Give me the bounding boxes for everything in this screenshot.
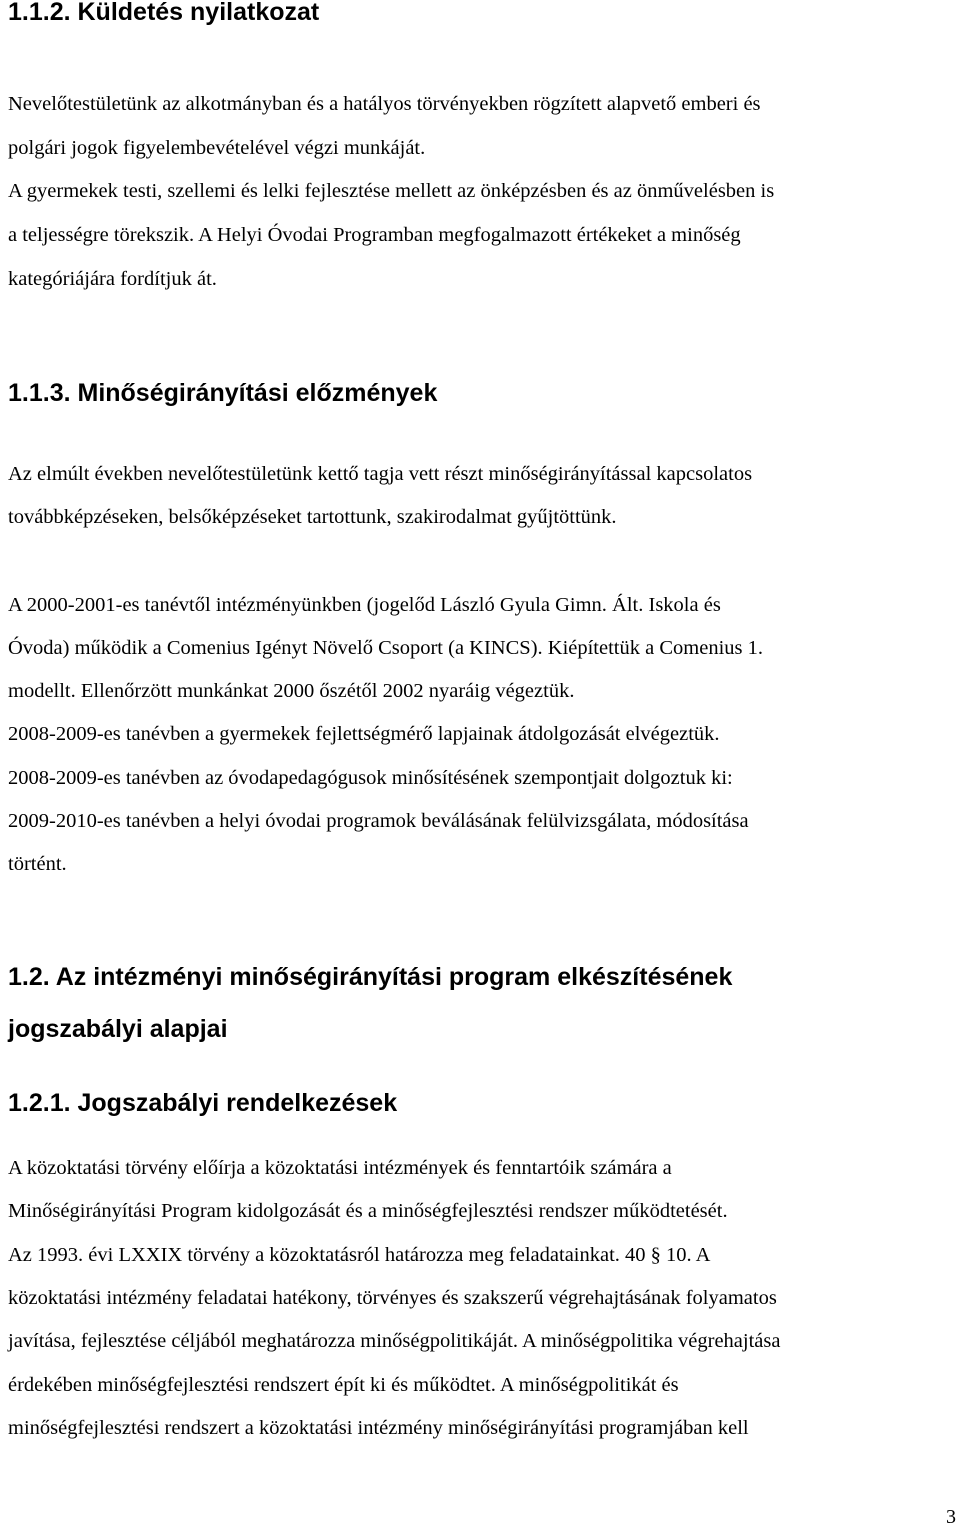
text-line: Az 1993. évi LXXIX törvény a közoktatásról határozza meg feladatainkat. 40 § 10. A: [8, 1244, 711, 1266]
text-line: modellt. Ellenőrzött munkánkat 2000 őszétől 2002 nyaráig végeztük.: [8, 680, 575, 702]
text-line: Minőségirányítási Program kidolgozását és a minőségfejlesztési rendszer működtetését.: [8, 1200, 728, 1222]
section-heading-1-2-line1: 1.2. Az intézményi minőségirányítási program elkészítésének: [8, 963, 733, 991]
text-line: polgári jogok figyelembevételével végzi munkáját.: [8, 137, 426, 159]
text-line: Nevelőtestületünk az alkotmányban és a hatályos törvényekben rögzített alapvető emberi és: [8, 93, 761, 115]
text-line: 2008-2009-es tanévben az óvodapedagógusok minősítésének szempontjait dolgoztuk ki:: [8, 767, 733, 789]
text-line: történt.: [8, 853, 67, 875]
text-line: továbbképzéseken, belsőképzéseket tartottunk, szakirodalmat gyűjtöttünk.: [8, 506, 617, 528]
section-heading-1-1-3: 1.1.3. Minőségirányítási előzmények: [8, 379, 438, 407]
text-line: érdekében minőségfejlesztési rendszert épít ki és működtet. A minőségpolitikát és: [8, 1374, 679, 1396]
section-heading-1-2-1: 1.2.1. Jogszabályi rendelkezések: [8, 1089, 398, 1117]
text-line: javítása, fejlesztése céljából meghatározza minőségpolitikáját. A minőségpolitika végrehajtása: [8, 1330, 781, 1352]
text-line: Óvoda) működik a Comenius Igényt Növelő Csoport (a KINCS). Kiépítettük a Comenius 1.: [8, 637, 763, 659]
text-line: 2008-2009-es tanévben a gyermekek fejlettségmérő lapjainak átdolgozását elvégeztük.: [8, 723, 720, 745]
text-line: A gyermekek testi, szellemi és lelki fejlesztése mellett az önképzésben és az önművelésben is: [8, 180, 775, 202]
text-line: kategóriájára fordítjuk át.: [8, 268, 217, 290]
text-line: minőségfejlesztési rendszert a közoktatási intézmény minőségirányítási programjában kell: [8, 1417, 749, 1439]
text-line: közoktatási intézmény feladatai hatékony, törvényes és szakszerű végrehajtásának folyamatos: [8, 1287, 777, 1309]
text-line: Az elmúlt években nevelőtestületünk kettő tagja vett részt minőségirányítással kapcsolatos: [8, 463, 753, 485]
text-line: A közoktatási törvény előírja a közoktatási intézmények és fenntartóik számára a: [8, 1157, 672, 1179]
text-line: 2009-2010-es tanévben a helyi óvodai programok beválásának felülvizsgálata, módosítása: [8, 810, 749, 832]
section-heading-1-1-2: 1.1.2. Küldetés nyilatkozat: [8, 0, 320, 26]
text-line: a teljességre törekszik. A Helyi Óvodai Programban megfogalmazott értékeket a minőség: [8, 224, 741, 246]
section-heading-1-2-line2: jogszabályi alapjai: [8, 1015, 228, 1043]
text-line: A 2000-2001-es tanévtől intézményünkben (jogelőd László Gyula Gimn. Ált. Iskola és: [8, 594, 721, 616]
page-number: 3: [946, 1506, 956, 1528]
